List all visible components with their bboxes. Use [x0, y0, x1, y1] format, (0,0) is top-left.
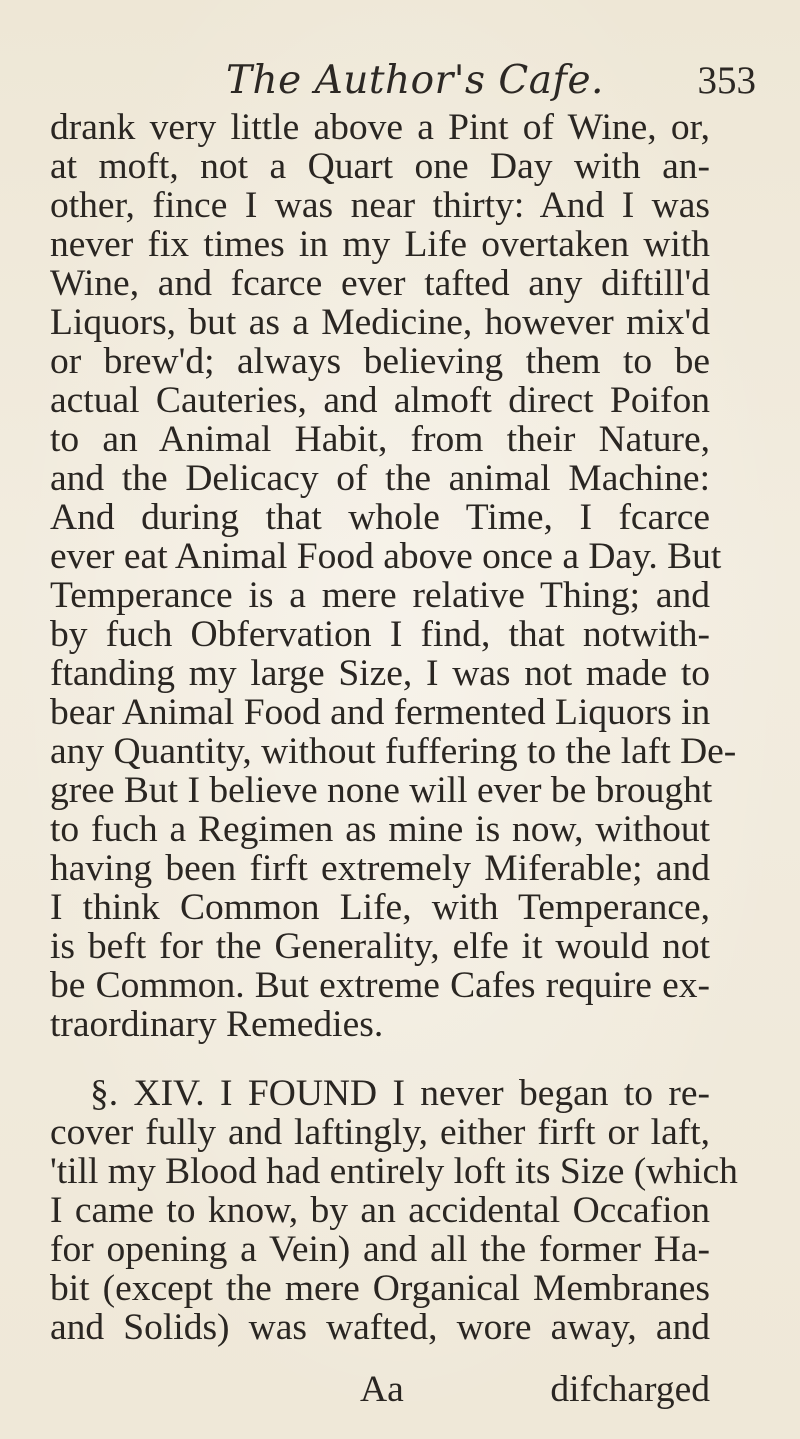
text-line: cover fully and laftingly, either firft or laft,: [50, 1112, 710, 1153]
signature-mark: Aa: [360, 1369, 404, 1410]
body-text: [50, 107, 738, 1348]
text-line: for opening a Vein) and all the former Ha-: [50, 1229, 710, 1270]
text-line: drank very little above a Pint of Wine, or,: [50, 107, 710, 148]
section-gap: [50, 1044, 710, 1074]
text-line: And during that whole Time, I fcarce: [50, 497, 710, 538]
text-line: or brew'd; always believing them to be: [50, 341, 710, 382]
text-line: bear Animal Food and fermented Liquors in: [50, 692, 711, 733]
text-line: is beft for the Generality, elfe it would not: [50, 926, 710, 967]
text-line: by fuch Obfervation I find, that notwith-: [50, 614, 710, 655]
text-line: and Solids) was wafted, wore away, and: [50, 1307, 710, 1348]
text-line: actual Cauteries, and almoft direct Poifon: [50, 380, 710, 421]
text-line: be Common. But extreme Cafes require ex-: [50, 965, 710, 1006]
running-head: [226, 58, 756, 108]
text-line: ftanding my large Size, I was not made to: [50, 653, 710, 694]
section-heading-line: §. XIV. I FOUND I never began to re-: [90, 1073, 710, 1114]
text-line: ever eat Animal Food above once a Day. But: [50, 536, 722, 577]
text-line: to fuch a Regimen as mine is now, without: [50, 809, 710, 850]
text-line: to an Animal Habit, from their Nature,: [50, 419, 710, 460]
text-line: other, fince I was near thirty: And I was: [50, 185, 710, 226]
text-line: traordinary Remedies.: [50, 1004, 384, 1045]
text-line: Temperance is a mere relative Thing; and: [50, 575, 710, 616]
paragraph-1: [50, 107, 737, 1045]
text-line: I came to know, by an accidental Occafion: [50, 1190, 710, 1231]
text-line: never fix times in my Life overtaken with: [50, 224, 710, 265]
text-line: Liquors, but as a Medicine, however mix'd: [50, 302, 710, 343]
text-line: 'till my Blood had entirely loft its Size (which: [50, 1151, 738, 1192]
catchword: difcharged: [550, 1369, 710, 1410]
text-line: gree But I believe none will ever be brought: [50, 770, 713, 811]
page-number: 353: [697, 59, 756, 102]
text-line: Wine, and fcarce ever tafted any diftill'd: [50, 263, 710, 304]
text-line: bit (except the mere Organical Membranes: [50, 1268, 710, 1309]
text-line: and the Delicacy of the animal Machine:: [50, 458, 710, 499]
page-footer: [50, 1368, 710, 1408]
paragraph-2: [50, 1073, 738, 1348]
text-line: having been firft extremely Miferable; and: [50, 848, 710, 889]
text-line: at moft, not a Quart one Day with an-: [50, 146, 710, 187]
text-line: I think Common Life, with Temperance,: [50, 887, 710, 928]
text-line: any Quantity, without fuffering to the laft De-: [50, 731, 737, 772]
running-title: The Author's Cafe.: [226, 58, 604, 103]
